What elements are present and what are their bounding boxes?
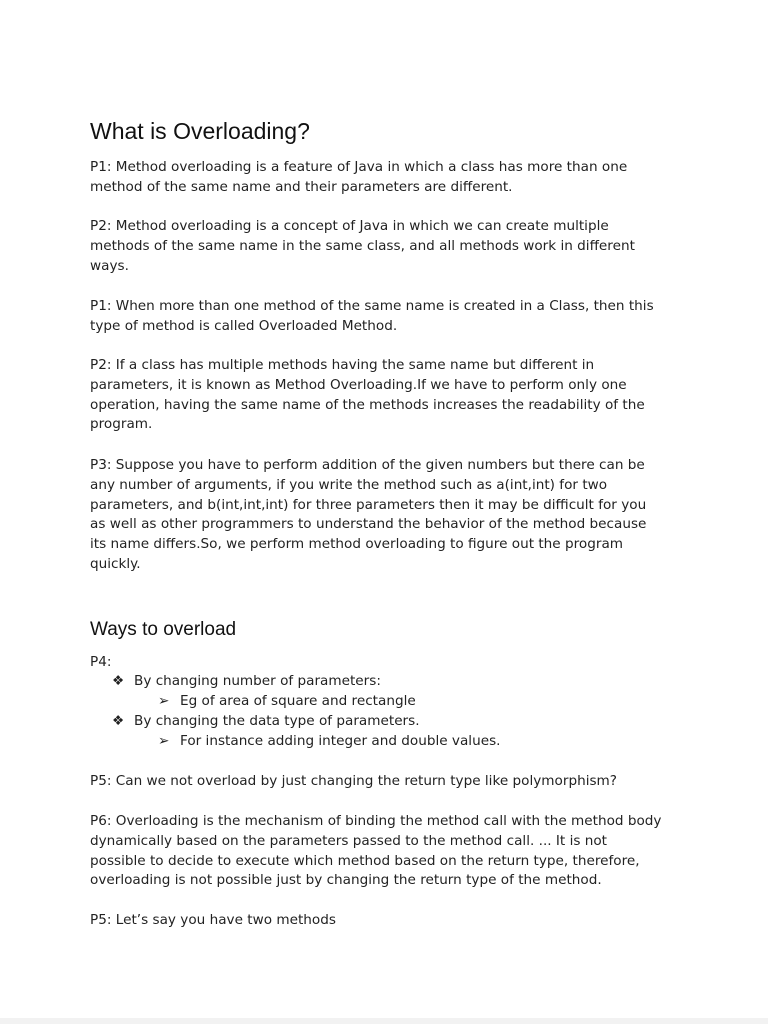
text-line: ways. (90, 257, 129, 274)
paragraph-p2 (90, 217, 690, 276)
text-line: its name differs.So, we perform method overloading to figure out the program (90, 536, 624, 553)
arrow-bullet-icon: ➢ (158, 693, 170, 709)
section-heading: Ways to overload (90, 619, 237, 640)
paragraph-p6 (90, 812, 690, 891)
paragraph-p3 (90, 456, 690, 575)
text-line: possible to decide to execute which method based on the return type, therefore, (90, 852, 640, 869)
text-line: P1: When more than one method of the same name is created in a Class, then this (90, 298, 654, 314)
text-line: any number of arguments, if you write the method such as a(int,int) for two (90, 476, 608, 493)
text-line: P2: If a class has multiple methods having the same name but different in (90, 357, 595, 373)
text-line: method of the same name and their parameters are different. (90, 178, 513, 195)
text-line: P1: Method overloading is a feature of Java in which a class has more than one (90, 159, 628, 175)
paragraph-p5 (90, 772, 690, 792)
sub-bullet-item (158, 692, 416, 712)
text-line: as well as other programmers to understand the behavior of the method because (90, 516, 647, 533)
text-line: dynamically based on the parameters passed to the method call. ... It is not (90, 832, 608, 849)
text-line: type of method is called Overloaded Method. (90, 317, 398, 334)
paragraph-p2-second (90, 356, 690, 435)
text-line: P4: (90, 654, 112, 670)
text-line: program. (90, 416, 153, 433)
bullet-item (112, 712, 420, 732)
text-line: quickly. (90, 555, 141, 572)
text-line: methods of the same name in the same class, and all methods work in different (90, 237, 635, 254)
paragraph-p4-label (90, 653, 690, 673)
bullet-text: By changing number of parameters: (134, 673, 381, 689)
page-title: What is Overloading? (90, 118, 310, 144)
text-line: parameters, it is known as Method Overloading.If we have to perform only one (90, 376, 627, 393)
bullet-text: For instance adding integer and double values. (180, 733, 501, 749)
arrow-bullet-icon: ➢ (158, 733, 170, 749)
text-line: P5: Can we not overload by just changing the return type like polymorphism? (90, 773, 618, 789)
paragraph-p1-second (90, 297, 690, 337)
text-line: P5: Let’s say you have two methods (90, 912, 336, 928)
sub-bullet-item (158, 732, 500, 752)
diamond-bullet-icon: ❖ (112, 673, 125, 689)
text-line: operation, having the same name of the methods increases the readability of the (90, 396, 645, 413)
text-line: P3: Suppose you have to perform addition of the given numbers but there can be (90, 457, 645, 473)
page-bottom-edge (0, 1018, 768, 1024)
text-line: P2: Method overloading is a concept of Java in which we can create multiple (90, 218, 609, 234)
text-line: P6: Overloading is the mechanism of binding the method call with the method body (90, 813, 662, 829)
paragraph-p5-second (90, 911, 690, 931)
bullet-text: Eg of area of square and rectangle (180, 693, 416, 709)
bullet-item (112, 672, 381, 692)
paragraph-p1 (90, 158, 690, 198)
text-line: overloading is not possible just by changing the return type of the method. (90, 872, 602, 889)
text-line: parameters, and b(int,int,int) for three parameters then it may be difficult for you (90, 496, 647, 513)
bullet-text: By changing the data type of parameters. (134, 713, 420, 729)
diamond-bullet-icon: ❖ (112, 713, 125, 729)
